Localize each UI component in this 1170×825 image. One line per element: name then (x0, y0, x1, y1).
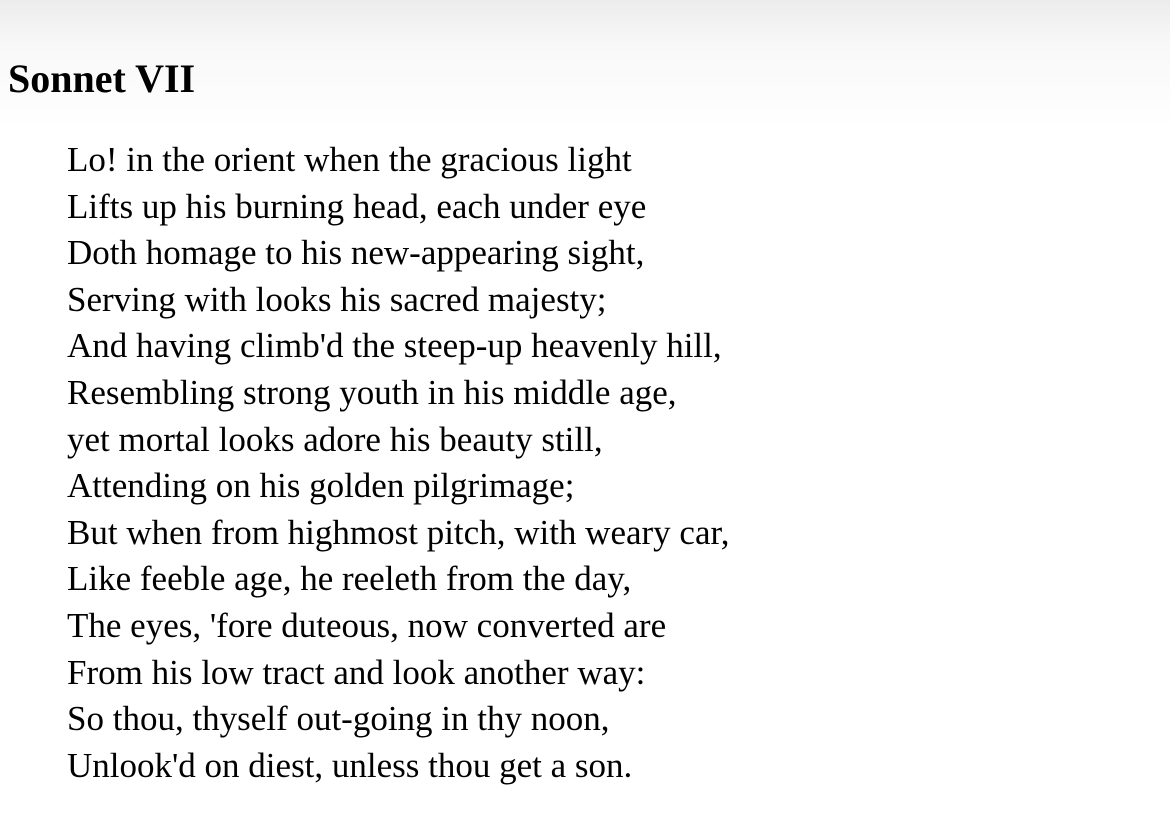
poem-line: Resembling strong youth in his middle age, (67, 372, 677, 412)
poem-line: yet mortal looks adore his beauty still, (67, 419, 603, 459)
poem-line: But when from highmost pitch, with weary car, (67, 512, 730, 552)
poem-line: Attending on his golden pilgrimage; (67, 466, 575, 506)
poem-line: Unlook'd on diest, unless thou get a son. (67, 745, 633, 785)
poem-line: Like feeble age, he reeleth from the day, (67, 559, 632, 599)
poem-line: Lo! in the orient when the gracious light (67, 140, 632, 179)
poem-title: Sonnet VII (8, 56, 196, 101)
poem-line: The eyes, 'fore duteous, now converted are (67, 605, 667, 645)
poem-line: Serving with looks his sacred majesty; (67, 279, 607, 319)
poem-line: Doth homage to his new-appearing sight, (67, 233, 645, 273)
poem-line: And having climb'd the steep-up heavenly hill, (67, 326, 722, 366)
poem-body (67, 137, 730, 789)
poem-line: Lifts up his burning head, each under eye (67, 186, 647, 226)
poem-line: From his low tract and look another way: (67, 652, 646, 692)
poem-line: So thou, thyself out-going in thy noon, (67, 699, 610, 739)
